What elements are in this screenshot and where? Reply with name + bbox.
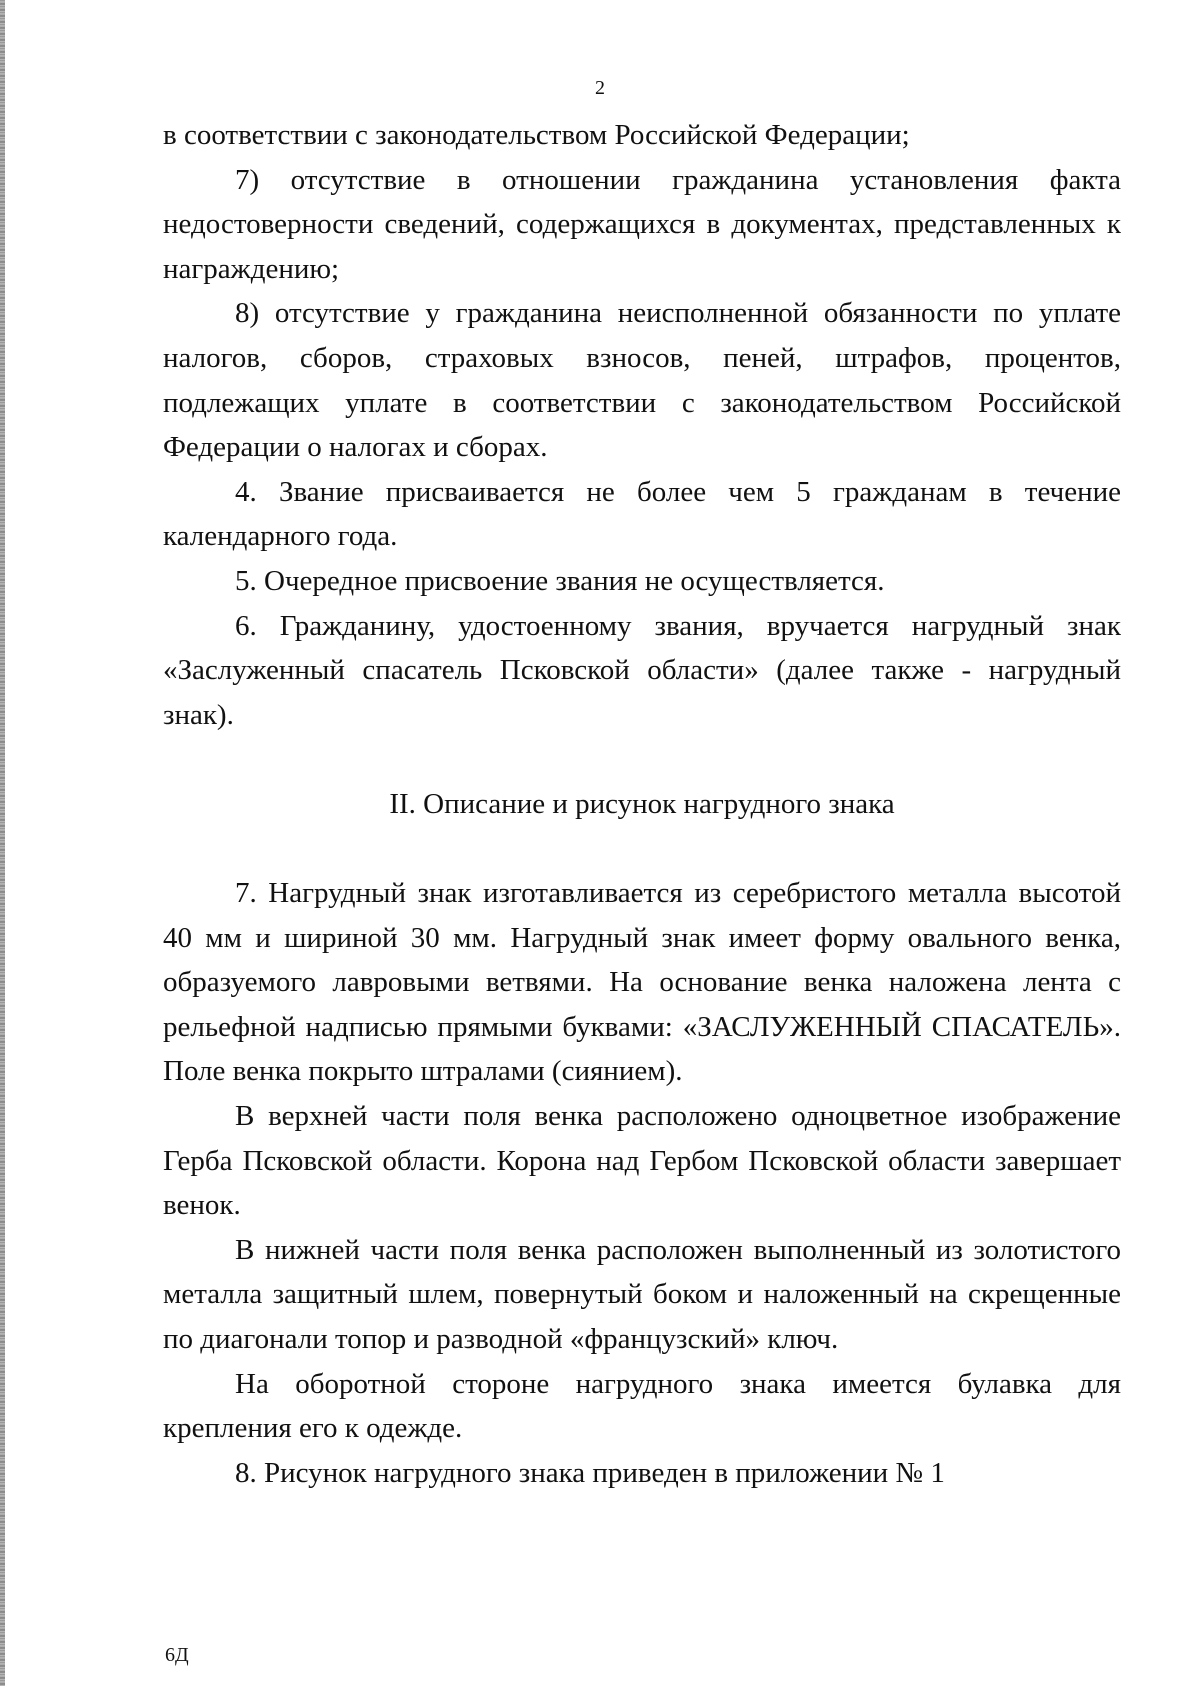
paragraph-wreath-top: В верхней части поля венка расположено одноцветное изображение Герба Псковской области. Корона над Гербом Псковской области завершает венок. — [163, 1100, 1121, 1222]
paragraph-clause-8: 8. Рисунок нагрудного знака приведен в приложении № 1 — [235, 1456, 945, 1489]
paragraph-item-8: 8) отсутствие у гражданина неисполненной обязанности по уплате налогов, сборов, страховых взносов, пеней, штрафов, процентов, подлежащих уплате в соответствии с законодательством Российской Федерации о налогах и сборах. — [163, 297, 1121, 464]
document-body — [163, 113, 1121, 1495]
paragraph-continuation: в соответствии с законодательством Российской Федерации; — [163, 119, 910, 151]
page-code: 6Д — [165, 1644, 189, 1666]
paragraph-item-7: 7) отсутствие в отношении гражданина установления факта недостоверности сведений, содержащихся в документах, представленных к награждению; — [163, 163, 1121, 285]
paragraph-wreath-bottom: В нижней части поля венка расположен выполненный из золотистого металла защитный шлем, повернутый боком и наложенный на скрещенные по диагонали топор и разводной «французский» ключ. — [163, 1233, 1121, 1356]
scan-edge — [0, 0, 5, 1686]
paragraph-clause-4: 4. Звание присваивается не более чем 5 гражданам в течение календарного года. — [163, 475, 1121, 553]
section-heading: II. Описание и рисунок нагрудного знака — [389, 787, 895, 820]
paragraph-reverse-side: На оборотной стороне нагрудного знака имеется булавка для крепления его к одежде. — [163, 1367, 1121, 1445]
paragraph-clause-5: 5. Очередное присвоение звания не осуществляется. — [235, 564, 885, 597]
paragraph-clause-7: 7. Нагрудный знак изготавливается из серебристого металла высотой 40 мм и шириной 30 мм. Нагрудный знак имеет форму овального венка, образуемого лавровыми ветвями. На основание венка наложена лента с рельефной надписью прямыми буквами: «ЗАСЛУЖЕННЫЙ СПАСАТЕЛЬ». Поле венка покрыто штралами (сиянием). — [163, 877, 1121, 1088]
paragraph-clause-6: 6. Гражданину, удостоенному звания, вручается нагрудный знак «Заслуженный спасатель Псковской области» (далее также - нагрудный знак). — [163, 609, 1121, 731]
page-number: 2 — [595, 77, 605, 99]
